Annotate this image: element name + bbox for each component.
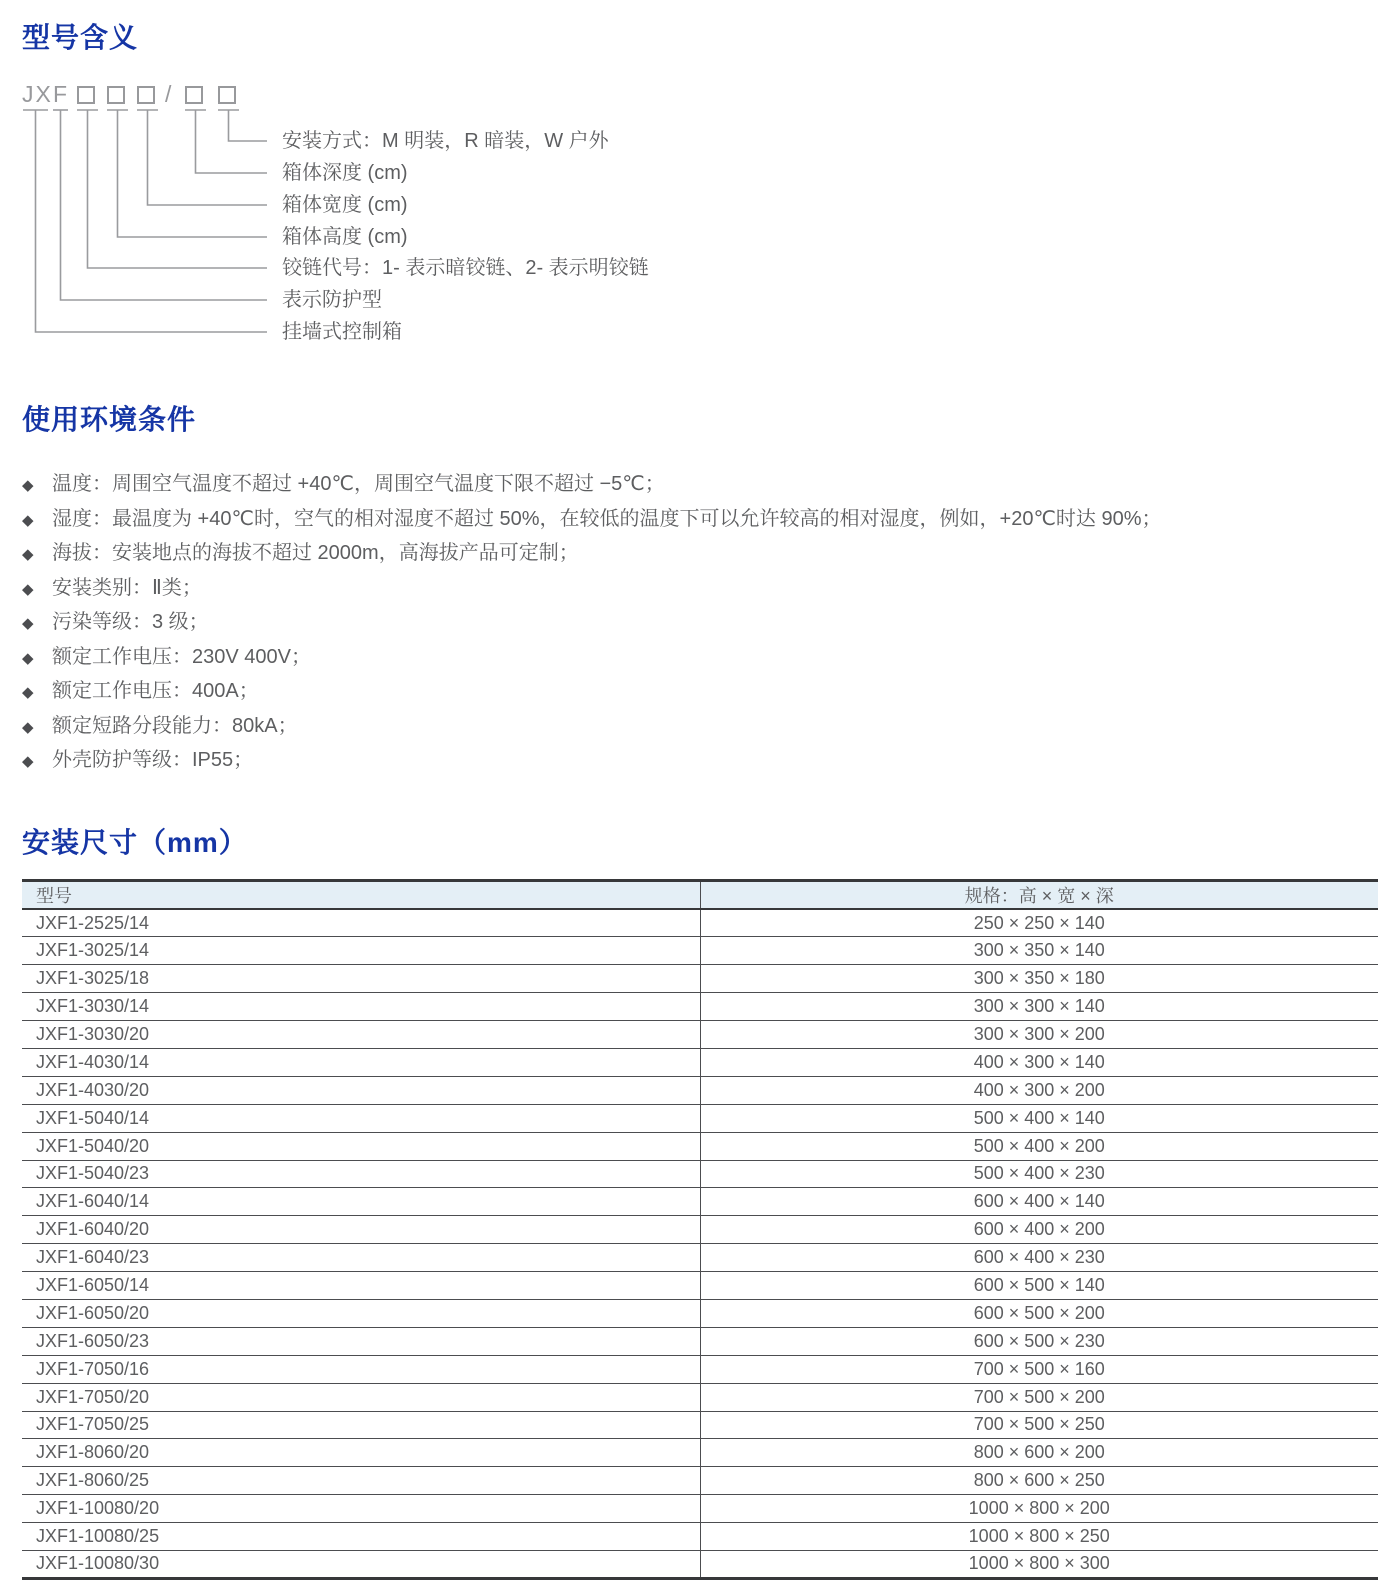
table-row [22,1272,1378,1300]
model-cell: JXF1-5040/20 [22,1132,700,1160]
diamond-bullet-icon: ◆ [22,546,34,563]
diagram-label-width: 箱体宽度 (cm) [282,194,408,216]
model-cell: JXF1-8060/25 [22,1467,700,1495]
model-cell: JXF1-10080/20 [22,1495,700,1523]
condition-text: 湿度：最温度为 +40℃时，空气的相对湿度不超过 50%，在较低的温度下可以允许较高的相对湿度，例如，+20℃时达 90%； [52,507,1162,530]
diamond-bullet-icon: ◆ [22,753,34,770]
spec-cell: 700 × 500 × 200 [700,1383,1378,1411]
model-cell: JXF1-7050/25 [22,1411,700,1439]
list-item [22,468,1378,503]
spec-cell: 600 × 400 × 200 [700,1216,1378,1244]
table-row [22,1076,1378,1104]
list-item [22,710,1378,745]
model-cell: JXF1-10080/25 [22,1523,700,1551]
table-row [22,1299,1378,1327]
model-cell: JXF1-6040/14 [22,1188,700,1216]
spec-cell: 500 × 400 × 140 [700,1104,1378,1132]
spec-cell: 400 × 300 × 200 [700,1076,1378,1104]
model-code-separator: / [165,81,174,107]
table-row [22,1104,1378,1132]
diamond-bullet-icon: ◆ [22,649,34,667]
model-cell: JXF1-5040/14 [22,1104,700,1132]
table-row [22,1021,1378,1049]
model-cell: JXF1-6050/23 [22,1327,700,1355]
spec-cell: 1000 × 800 × 250 [700,1523,1378,1551]
table-row [22,1160,1378,1188]
model-cell: JXF1-3030/20 [22,1021,700,1049]
condition-text: 海拔：安装地点的海拔不超过 2000m，高海拔产品可定制； [52,542,579,564]
diamond-bullet-icon: ◆ [22,511,34,529]
table-row [22,1467,1378,1495]
model-cell: JXF1-7050/20 [22,1383,700,1411]
column-header-model: 型号 [22,880,700,909]
model-cell: JXF1-7050/16 [22,1355,700,1383]
condition-text: 污染等级：3 级； [52,611,209,633]
condition-text: 额定短路分段能力：80kA； [52,714,298,737]
spec-cell: 600 × 400 × 230 [700,1244,1378,1272]
diagram-label-wallmount: 挂墙式控制箱 [282,321,402,343]
condition-text: 温度：周围空气温度不超过 +40℃，周围空气温度下限不超过 −5℃； [52,473,665,495]
spec-cell: 300 × 300 × 140 [700,993,1378,1021]
diagram-label-mounting: 安装方式：M 明装，R 暗装，W 户外 [282,130,609,152]
model-code-prefix: JX [22,81,53,107]
model-cell: JXF1-4030/20 [22,1076,700,1104]
dimensions-table-header [22,880,1378,909]
condition-text: 额定工作电压：230V 400V； [52,645,311,668]
spec-cell: 600 × 500 × 230 [700,1327,1378,1355]
table-row [22,1439,1378,1467]
spec-cell: 800 × 600 × 200 [700,1439,1378,1467]
model-code-box [137,86,155,104]
dimensions-table-body [22,909,1378,1578]
table-row [22,1411,1378,1439]
spec-cell: 300 × 350 × 140 [700,937,1378,965]
dimensions-table [22,879,1378,1580]
model-code-connector-lines [22,80,1378,352]
model-cell: JXF1-3025/14 [22,937,700,965]
diagram-label-hinge: 铰链代号：1- 表示暗铰链、2- 表示明铰链 [282,257,649,279]
diagram-label-height: 箱体高度 (cm) [282,226,408,248]
model-code-box [77,86,95,104]
section-title-model-meaning: 型号含义 [22,22,139,53]
table-row [22,1355,1378,1383]
section-title-dimensions: 安装尺寸（mm） [22,826,248,858]
table-row [22,937,1378,965]
list-item [22,572,1378,607]
spec-cell: 250 × 250 × 140 [700,909,1378,937]
table-row [22,1383,1378,1411]
list-item [22,675,1378,710]
model-cell: JXF1-6040/23 [22,1244,700,1272]
list-item [22,606,1378,641]
condition-text: 安装类别：Ⅱ类； [52,576,202,599]
table-row [22,1048,1378,1076]
spec-cell: 700 × 500 × 250 [700,1411,1378,1439]
model-cell: JXF1-4030/14 [22,1048,700,1076]
list-item [22,744,1378,779]
spec-cell: 800 × 600 × 250 [700,1467,1378,1495]
diamond-bullet-icon: ◆ [22,718,34,736]
model-cell: JXF1-3030/14 [22,993,700,1021]
section-title-environment: 使用环境条件 [22,404,197,435]
model-cell: JXF1-2525/14 [22,909,700,937]
model-cell: JXF1-8060/20 [22,1439,700,1467]
diagram-label-depth: 箱体深度 (cm) [282,162,408,184]
column-header-spec: 规格：高 × 宽 × 深 [700,880,1378,909]
list-item [22,537,1378,572]
spec-cell: 500 × 400 × 230 [700,1160,1378,1188]
table-row [22,993,1378,1021]
header-row [22,880,1378,909]
list-item [22,503,1378,538]
spec-cell: 700 × 500 × 160 [700,1355,1378,1383]
model-cell: JXF1-10080/30 [22,1550,700,1578]
table-row [22,1550,1378,1578]
spec-cell: 300 × 350 × 180 [700,965,1378,993]
table-row [22,1327,1378,1355]
model-cell: JXF1-3025/18 [22,965,700,993]
spec-cell: 300 × 300 × 200 [700,1021,1378,1049]
spec-cell: 1000 × 800 × 200 [700,1495,1378,1523]
spec-cell: 500 × 400 × 200 [700,1132,1378,1160]
diamond-bullet-icon: ◆ [22,684,34,701]
diamond-bullet-icon: ◆ [22,477,34,494]
table-row [22,1216,1378,1244]
table-row [22,965,1378,993]
spec-cell: 600 × 400 × 140 [700,1188,1378,1216]
table-row [22,1523,1378,1551]
table-row [22,1132,1378,1160]
model-cell: JXF1-6050/20 [22,1299,700,1327]
model-cell: JXF1-6050/14 [22,1272,700,1300]
diamond-bullet-icon: ◆ [22,615,34,632]
model-code-box [107,86,125,104]
table-row [22,1495,1378,1523]
spec-cell: 400 × 300 × 140 [700,1048,1378,1076]
spec-cell: 1000 × 800 × 300 [700,1550,1378,1578]
model-cell: JXF1-6040/20 [22,1216,700,1244]
model-code-diagram [22,80,1378,352]
list-item [22,641,1378,676]
condition-text: 外壳防护等级：IP55； [52,749,254,771]
environment-conditions-list [22,468,1378,779]
table-row [22,909,1378,937]
table-row [22,1244,1378,1272]
model-cell: JXF1-5040/23 [22,1160,700,1188]
model-code-box [185,86,203,104]
condition-text: 额定工作电压：400A； [52,680,259,702]
table-row [22,1188,1378,1216]
diamond-bullet-icon: ◆ [22,580,34,598]
model-code-box [218,86,236,104]
spec-cell: 600 × 500 × 200 [700,1299,1378,1327]
diagram-label-protection: 表示防护型 [282,289,382,311]
spec-cell: 600 × 500 × 140 [700,1272,1378,1300]
model-code-type-letter: F [53,81,70,107]
